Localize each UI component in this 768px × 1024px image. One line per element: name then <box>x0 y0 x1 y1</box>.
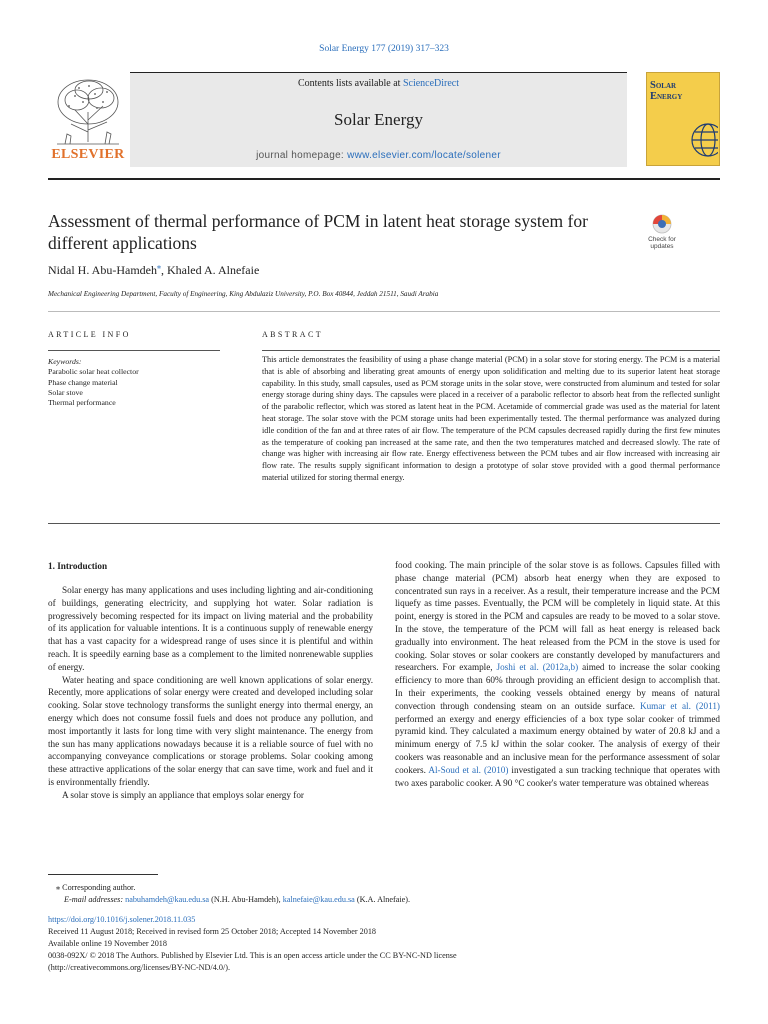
abstract-text: This article demonstrates the feasibility of using a phase change material (PCM) in a solar stove for storing energy. The PCM is a material that is able of absorbing and liberating great amounts of energy upon solidification and melting due to its superior latent heat storage capability. In this study, small capsules, used as PCM storage units in the solar stove, were constructed from aluminum and tested for solar energy storage during shiny days. The capsules were placed in a receiver of a parabolic reflector to absorb heat from the reflected sunlight of the parabolic reflector, which was stored as latent heat in the PCM. Acetamide of commercial grade was used as the material for latent heat storage. The solar stove with the PCM storage units had been experimentally tested. The thermal performance was analyzed during idle condition of the fan and at three rates of air flow. The temperature of the PCM capsules decreased rapidly during the first few minutes as the temperature of cooking pan increased at the same rate, and then the two temperatures matched and decreased slowly. The rate of change was higher with increasing air flow rate. Energy effectiveness between the PCM tubes and air flow increased with increasing air flow rate. The results supply significant information to design a prototype of solar stove provided with a good thermal performance material utilized for storing thermal energy. <box>262 355 720 482</box>
body-column-left <box>48 584 373 802</box>
email-addresses: E-mail addresses: nabuhamdeh@kau.edu.sa (N.H. Abu-Hamdeh), kalnefaie@kau.edu.sa (K.A. Alnefaie). <box>64 895 411 904</box>
homepage-link[interactable]: www.elsevier.com/locate/solener <box>347 150 501 161</box>
article-info-heading: ARTICLE INFO <box>48 330 131 339</box>
doi-link[interactable]: https://doi.org/10.1016/j.solener.2018.11.035 <box>48 915 196 924</box>
author-list <box>48 262 259 278</box>
journal-title: Solar Energy <box>334 110 423 129</box>
journal-homepage: journal homepage: www.elsevier.com/locate/solener <box>256 150 501 161</box>
body-paragraph: food cooking. The main principle of the solar stove is as follows. Capsules filled with phase change material (PCM) absorb heat energy when they are exposed to concentrated sun rays in a receiver. As a result, their temperature increase and the PCM liquefy as time passes. Eventually, the PCM will be completely in liquid state. At this point, energy is stored in the PCM and capsules are ready to be moved to a solar stove. In the stove, the temperature of the PCM will fall as heat energy is released back gradually into environment. The heat released from the PCM in the stove is used for cooking. Solar stoves or solar cookers are constantly developed by manufacturers and researchers. For example, Joshi et al. (2012a,b) aimed to increase the solar cooking efficiency to more than 60% through providing an efficient design to accomplish that. In their experiments, the cooking vessels obtained energy by means of natural convection through condensing steam on an outside surface. Kumar et al. (2011) performed an exergy and energy efficiencies of a box type solar cooker of trimmed pyramid kind. They calculated a maximum energy obtained by water of 20.8 kJ and a minimum energy of 7.5 kJ within the solar cooker. The analysis of exergy of their cookers was reasonable and an inclusive mean for the performance assessment of solar cookers. Al-Soud et al. (2010) investigated a sun tracking technique that operates with two axes parabolic cooker. A 90 °C cooker's water temperature was obtained whereas <box>395 560 720 788</box>
contents-line: Contents lists available at ScienceDirect <box>297 78 460 89</box>
body-paragraph: Water heating and space conditioning are well known applications of solar energy. Recently, more applications of solar energy were created and developed including solar cooking. Solar stove technology transforms the sunlight energy into thermal energy, an energy which does not consume fossil fuels and does not produce any pollution, and most importantly it lasts for long time with very slight maintenance. The energy from the sun has many applications nowadays because it is a reliable source of fuel with no accompanying conveyance complications or storage problems. Solar cooking among these attractive applications of the solar energy that can save time, work and fuel and it is environmentally friendly. <box>48 674 373 787</box>
header-rule <box>48 178 720 180</box>
cover-title: Solar Energy <box>650 80 683 102</box>
received-dates: Received 11 August 2018; Received in revised form 25 October 2018; Accepted 14 November 2018 <box>48 927 377 936</box>
section-divider <box>48 311 720 312</box>
abstract-heading: ABSTRACT <box>262 330 323 339</box>
author-name[interactable]: Nidal H. Abu-Hamdeh <box>48 263 157 277</box>
abstract-bottom-rule <box>48 523 720 524</box>
sciencedirect-link[interactable]: ScienceDirect <box>402 78 460 89</box>
corresponding-author-mark[interactable]: ⁎ <box>156 262 161 271</box>
keyword-item[interactable]: Phase change material <box>48 377 118 387</box>
keywords-label: Keywords: <box>48 357 82 366</box>
keyword-item[interactable]: Thermal performance <box>48 398 116 408</box>
body-paragraph: A solar stove is simply an appliance that employs solar energy for <box>62 789 304 800</box>
corresponding-author-note: ⁎ Corresponding author. <box>56 883 136 892</box>
elsevier-wordmark: ELSEVIER <box>51 147 125 162</box>
license-line: 0038-092X/ © 2018 The Authors. Published by Elsevier Ltd. This is an open access article under the CC BY-NC-ND license <box>48 951 457 960</box>
citation-link[interactable]: Al-Soud et al. (2010) <box>428 764 509 775</box>
email-link[interactable]: nabuhamdeh@kau.edu.sa <box>125 895 210 904</box>
check-for-updates-label: Check for updates <box>648 236 676 250</box>
author-name[interactable]: , Khaled A. Alnefaie <box>160 263 260 277</box>
online-date: Available online 19 November 2018 <box>48 939 167 948</box>
abstract-rule <box>262 350 720 351</box>
article-info-rule <box>48 350 220 351</box>
citation-link[interactable]: Joshi et al. (2012a,b) <box>496 662 579 673</box>
affiliation: Mechanical Engineering Department, Faculty of Engineering, King Abdulaziz University, P.O. Box 40844, Jeddah 21511, Saudi Arabia <box>48 290 439 298</box>
email-link[interactable]: kalnefaie@kau.edu.sa <box>282 895 355 904</box>
body-column-right <box>395 559 720 789</box>
journal-citation[interactable]: Solar Energy 177 (2019) 317–323 <box>319 44 449 54</box>
keyword-item[interactable]: Solar stove <box>48 387 83 397</box>
license-url[interactable]: (http://creativecommons.org/licenses/BY-NC-ND/4.0/). <box>48 963 230 972</box>
keyword-item[interactable]: Parabolic solar heat collector <box>48 367 139 377</box>
body-paragraph: Solar energy has many applications and uses including lighting and air-conditioning of buildings, generating electricity, and supplying hot water. Solar radiation is progressively becoming respected for its impact on living material and the probability of its application for valuable intentions. It is a continuous supply of renewable energy that has a vast capacity for a widespread range of uses since it is plentiful and within reach. It is speedily earning base as a complement to the limited nonrenewable supplies of energy. <box>48 585 373 672</box>
section-heading-introduction: 1. Introduction <box>48 561 108 571</box>
globe-icon <box>688 118 718 162</box>
article-title: Assessment of thermal performance of PCM in latent heat storage system for different applications <box>48 211 588 253</box>
keywords-block <box>48 357 218 408</box>
footnote-rule <box>48 874 158 875</box>
citation-link[interactable]: Kumar et al. (2011) <box>639 700 720 711</box>
